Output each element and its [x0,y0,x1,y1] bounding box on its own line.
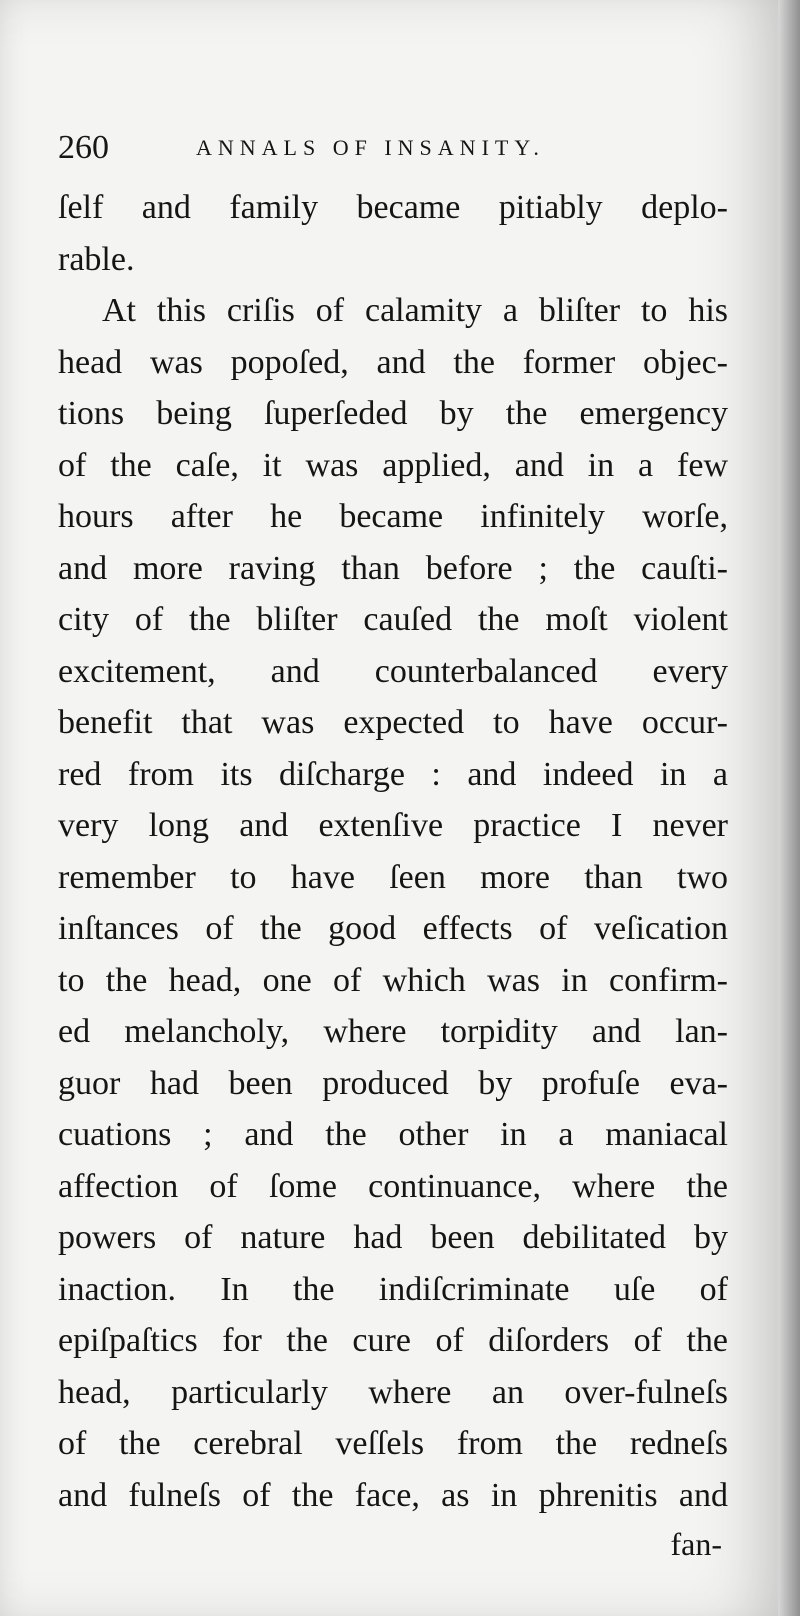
page-gutter-shadow [778,0,800,1616]
text-line: tions being ſuperſeded by the emergency [58,395,728,432]
text-line: inſtances of the good effects of veſication [58,910,728,947]
text-line: At this criſis of calamity a bliſter to his [102,292,728,329]
text-line: ed melancholy, where torpidity and lan- [58,1013,728,1050]
text-line: remember to have ſeen more than two [58,858,728,896]
text-line: to the head, one of which was in confirm- [58,961,728,999]
text-line: city of the bliſter cauſed the moſt violent [58,601,728,638]
page-number: 260 [58,129,109,166]
text-line: benefit that was expected to have occur- [58,704,728,741]
text-line: epiſpaſtics for the cure of diſorders of the [58,1322,728,1359]
text-line: red from its diſcharge : and indeed in a [58,755,728,793]
text-line: cuations ; and the other in a maniacal [58,1116,728,1153]
text-line: inaction. In the indiſcriminate uſe of [58,1270,728,1308]
body-text [58,182,728,1521]
text-line: of the cerebral veſſels from the redneſs [58,1425,728,1462]
text-line: excitement, and counterbalanced every [58,652,728,690]
text-line: rable. [58,240,135,278]
text-line: and fulneſs of the face, as in phrenitis and [58,1476,728,1514]
text-line: affection of ſome continuance, where the [58,1167,728,1205]
text-line: head, particularly where an over-fulneſs [58,1373,728,1411]
text-line: ſelf and family became pitiably deplo- [58,189,728,226]
text-line: and more raving than before ; the cauſti- [58,549,728,587]
text-line: powers of nature had been debilitated by [58,1219,728,1256]
text-line: of the caſe, it was applied, and in a few [58,446,728,484]
text-line: guor had been produced by profuſe eva- [58,1064,728,1102]
catchword: fan- [670,1526,722,1562]
running-title: ANNALS OF INSANITY. [196,135,545,160]
text-line: very long and extenſive practice I never [58,807,728,844]
text-line: hours after he became infinitely worſe, [58,498,728,535]
text-line: head was popoſed, and the former objec- [58,343,728,381]
page-header [58,128,748,168]
